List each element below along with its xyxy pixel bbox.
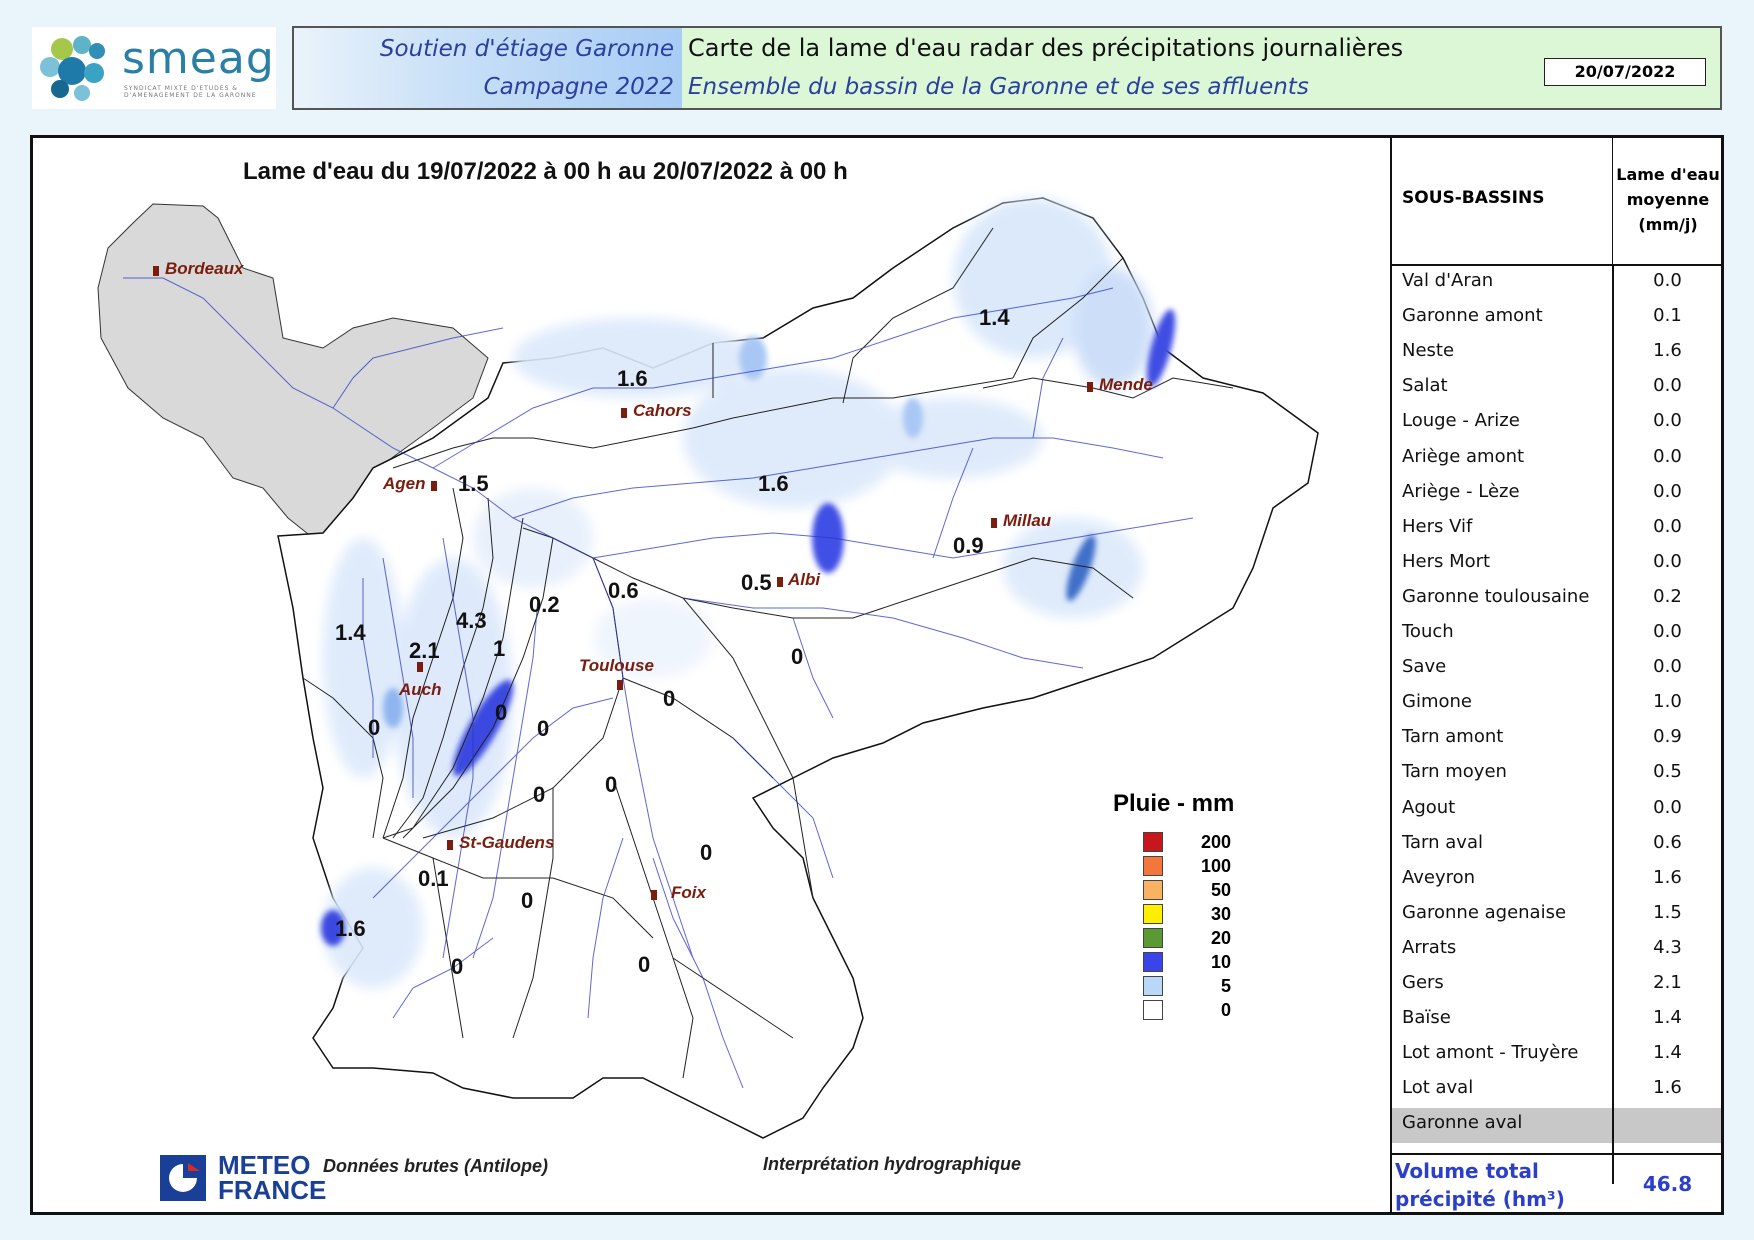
row-name: Val d'Aran: [1402, 270, 1494, 291]
row-value: 1.0: [1653, 691, 1682, 713]
pin-icon: [991, 518, 997, 528]
legend-swatch: [1143, 928, 1163, 948]
row-name: Aveyron: [1402, 866, 1476, 888]
pin-icon: [417, 662, 423, 672]
row-name: Lot amont - Truyère: [1402, 1042, 1579, 1064]
table-row: [1392, 406, 1721, 441]
legend-swatch: [1143, 904, 1163, 924]
pin-icon: [447, 840, 453, 850]
row-name: Garonne agenaise: [1402, 901, 1567, 923]
legend-item: [1143, 976, 1243, 998]
basin-value: 0: [605, 772, 618, 797]
column-header-values-line1: Lame d'eau: [1616, 165, 1720, 184]
legend-title: Pluie - mm: [1113, 790, 1235, 817]
basin-value: 0: [533, 782, 546, 807]
legend-label: 10: [1210, 952, 1231, 972]
table-row: [1392, 933, 1721, 968]
table-row: [1392, 301, 1721, 336]
legend-item: [1143, 928, 1243, 950]
row-value: 1.6: [1653, 866, 1682, 888]
pin-icon: [617, 680, 623, 690]
legend-swatch: [1143, 976, 1163, 996]
table-row: [1392, 1003, 1721, 1038]
total-value: 46.8: [1642, 1172, 1693, 1196]
total-label: [1395, 1157, 1565, 1213]
row-value: 0.0: [1653, 796, 1682, 818]
smeag-logo-icon: [32, 27, 122, 109]
table-row: [1392, 968, 1721, 1003]
row-name: Tarn moyen: [1402, 761, 1507, 783]
column-divider: [1612, 264, 1614, 1184]
basin-value: 1.6: [758, 471, 789, 496]
row-value: 0.5: [1653, 761, 1682, 783]
row-value: 1.4: [1653, 1007, 1682, 1029]
row-value: 0.1: [1653, 305, 1682, 327]
city-agen: Agen: [383, 474, 426, 493]
legend-item: [1143, 856, 1243, 878]
basin-value: 0: [521, 888, 534, 913]
row-name: Hers Vif: [1402, 515, 1473, 537]
row-value: 0.9: [1653, 726, 1682, 748]
row-name: Tarn amont: [1402, 726, 1504, 748]
legend-label: 0: [1220, 1000, 1231, 1020]
table-row: [1392, 512, 1721, 547]
row-name: Gimone: [1402, 691, 1472, 713]
row-name: Lot aval: [1402, 1077, 1474, 1099]
basin-map: [33, 138, 1393, 1212]
row-value: 0.0: [1653, 375, 1682, 397]
column-header-values-line2: moyenne: [1626, 190, 1710, 209]
row-value: 0.0: [1653, 515, 1682, 537]
table-row: [1392, 1038, 1721, 1073]
total-label-line1: Volume total: [1395, 1159, 1539, 1183]
city-millau: Millau: [1003, 511, 1052, 530]
table-row: [1392, 687, 1721, 722]
row-name: Baïse: [1402, 1007, 1451, 1029]
table-row: [1392, 898, 1721, 933]
footer-right-note: Interprétation hydrographique: [763, 1154, 1022, 1174]
basin-value: 0: [638, 952, 651, 977]
basin-value: 0.6: [608, 578, 639, 603]
pin-icon: [777, 577, 783, 587]
city-cahors: Cahors: [633, 401, 692, 420]
row-name: Garonne aval: [1402, 1112, 1523, 1134]
city-st-gaudens: St-Gaudens: [459, 833, 555, 852]
row-value: 0.0: [1653, 480, 1682, 502]
basin-value: 1.6: [335, 916, 366, 941]
pin-icon: [651, 890, 657, 900]
legend-label: 200: [1200, 832, 1231, 852]
legend-label: 20: [1210, 928, 1231, 948]
pin-icon: [621, 408, 627, 418]
legend-swatch: [1143, 952, 1163, 972]
map-title: Lame d'eau du 19/07/2022 à 00 h au 20/07/2022 à 00 h: [243, 158, 848, 185]
page-subtitle: Ensemble du bassin de la Garonne et de ses affluents: [688, 74, 1309, 100]
sub-basins-table: [1390, 138, 1721, 1212]
row-name: Save: [1402, 656, 1447, 678]
table-row: [1392, 547, 1721, 582]
legend-label: 100: [1200, 856, 1231, 876]
basin-value: 1.4: [335, 620, 366, 645]
row-name: Arrats: [1402, 936, 1457, 958]
date-badge: 20/07/2022: [1544, 58, 1706, 86]
basin-value: 1: [493, 636, 506, 661]
table-row: [1392, 442, 1721, 477]
legend-swatch: [1143, 880, 1163, 900]
table-row: [1392, 336, 1721, 371]
row-value: 0.0: [1653, 621, 1682, 642]
row-name: Ariège amont: [1402, 445, 1525, 467]
basin-value: 0: [451, 954, 464, 979]
legend-item: [1143, 880, 1243, 902]
table-row: [1392, 1108, 1721, 1143]
table-row: [1392, 477, 1721, 512]
basin-value: 1.4: [979, 305, 1010, 330]
header-left-line1: Soutien d'étiage Garonne: [379, 36, 674, 62]
row-name: Touch: [1402, 621, 1454, 642]
row-name: Louge - Arize: [1402, 410, 1520, 432]
pin-icon: [153, 266, 159, 276]
table-header: [1392, 138, 1721, 266]
column-header-values: [1612, 138, 1723, 264]
column-header-basins: SOUS-BASSINS: [1402, 188, 1545, 208]
meteo-line1: METEO: [218, 1150, 311, 1180]
basin-value: 0: [537, 716, 550, 741]
row-name: Hers Mort: [1402, 550, 1491, 572]
footer-left-note: Données brutes (Antilope): [323, 1156, 549, 1176]
legend-swatch: [1143, 1000, 1163, 1020]
legend-label: 5: [1220, 976, 1231, 996]
row-name: Ariège - Lèze: [1402, 480, 1520, 502]
table-row: [1392, 266, 1721, 301]
column-header-values-line3: (mm/j): [1638, 215, 1698, 234]
row-value: 1.6: [1653, 340, 1682, 362]
header: [292, 26, 1722, 110]
smeag-logo: [32, 27, 276, 109]
page-title: Carte de la lame d'eau radar des précipitations journalières: [688, 34, 1404, 62]
row-value: 0.0: [1653, 550, 1682, 572]
row-value: 1.4: [1653, 1042, 1682, 1064]
basin-value: 0: [791, 644, 804, 669]
row-value: 1.6: [1653, 1077, 1682, 1099]
city-foix: Foix: [671, 883, 706, 902]
legend: [1113, 790, 1253, 1020]
legend-item: [1143, 1000, 1243, 1022]
row-name: Gers: [1402, 972, 1444, 993]
basin-value: 0: [663, 686, 676, 711]
legend-label: 30: [1210, 904, 1231, 924]
basin-value: 2.1: [409, 638, 440, 663]
map-area: [33, 138, 1393, 1212]
header-left-line2: Campagne 2022: [483, 74, 674, 100]
legend-item: [1143, 952, 1243, 974]
pin-icon: [431, 481, 437, 491]
meteo-text: [218, 1150, 327, 1205]
header-left: [294, 28, 682, 108]
table-row: [1392, 828, 1721, 863]
meteo-france-icon: [158, 1153, 210, 1205]
table-row: [1392, 617, 1721, 652]
row-name: Salat: [1402, 375, 1448, 397]
total-label-line2: précipité (hm³): [1395, 1187, 1565, 1211]
total-row: [1392, 1153, 1721, 1214]
row-value: 1.5: [1653, 901, 1682, 923]
row-value: 0.0: [1653, 410, 1682, 432]
legend-item: [1143, 904, 1243, 926]
logo-name: smeag: [122, 33, 275, 84]
row-value: 0.0: [1653, 270, 1682, 291]
meteo-france-logo: [158, 1150, 348, 1208]
table-row: [1392, 582, 1721, 617]
row-value: 2.1: [1653, 972, 1682, 993]
row-name: Neste: [1402, 340, 1455, 362]
table-row: [1392, 793, 1721, 828]
logo-subtitle: SYNDICAT MIXTE D'ETUDES & D'AMENAGEMENT DE LA GARONNE: [124, 85, 257, 99]
basin-value: 0: [368, 715, 381, 740]
basin-value: 1.6: [617, 366, 648, 391]
table-row: [1392, 652, 1721, 687]
city-auch: Auch: [399, 680, 442, 699]
table-row: [1392, 1073, 1721, 1108]
legend-swatch: [1143, 856, 1163, 876]
row-name: Tarn aval: [1402, 831, 1483, 853]
basin-value: 0: [700, 840, 713, 865]
row-name: Agout: [1402, 796, 1456, 818]
table-row: [1392, 757, 1721, 792]
row-value: 4.3: [1653, 936, 1682, 958]
main-frame: [30, 135, 1724, 1215]
basin-value: 4.3: [456, 608, 487, 633]
header-right: [682, 28, 1720, 108]
row-name: Garonne amont: [1402, 305, 1543, 327]
city-toulouse: Toulouse: [579, 656, 654, 675]
table-row: [1392, 722, 1721, 757]
city-mende: Mende: [1099, 375, 1153, 394]
basin-value: 1.5: [458, 471, 489, 496]
basin-value: 0: [495, 700, 508, 725]
row-value: 0.0: [1653, 656, 1682, 678]
legend-label: 50: [1210, 880, 1231, 900]
row-value: 0.0: [1653, 445, 1682, 467]
table-row: [1392, 371, 1721, 406]
city-bordeaux: Bordeaux: [165, 259, 244, 278]
row-name: Garonne toulousaine: [1402, 585, 1590, 607]
row-value: 0.2: [1653, 585, 1682, 607]
city-albi: Albi: [788, 570, 821, 589]
basin-value: 0.9: [953, 533, 984, 558]
basin-value: 0.5: [741, 570, 772, 595]
legend-swatch: [1143, 832, 1163, 852]
legend-item: [1143, 832, 1243, 854]
table-row: [1392, 863, 1721, 898]
pin-icon: [1087, 382, 1093, 392]
basin-value: 0.2: [529, 592, 560, 617]
basin-value: 0.1: [418, 866, 449, 891]
meteo-line2: FRANCE: [218, 1175, 327, 1205]
row-value: 0.6: [1653, 831, 1682, 853]
